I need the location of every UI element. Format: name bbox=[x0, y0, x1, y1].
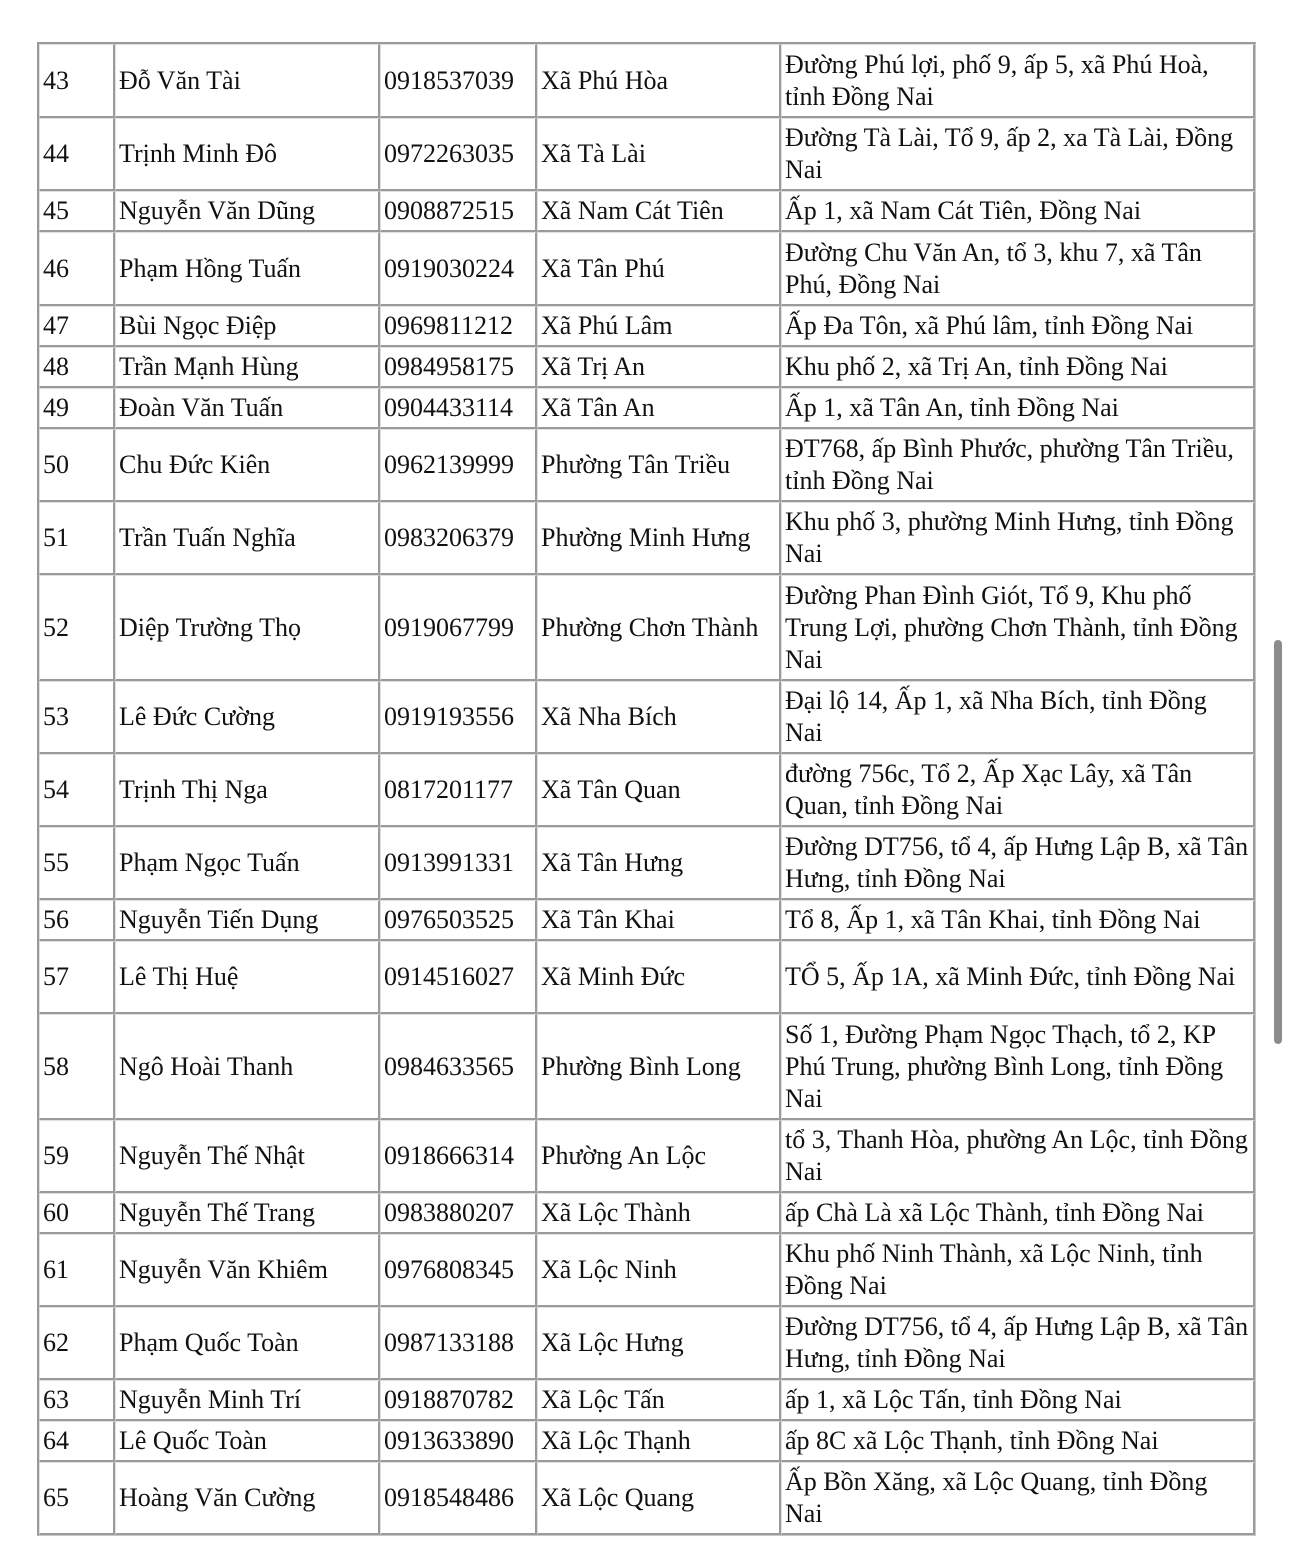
unit-cell: Xã Lộc Thành bbox=[537, 1193, 781, 1234]
address-cell: Khu phố 2, xã Trị An, tỉnh Đồng Nai bbox=[781, 347, 1255, 388]
unit-cell: Phường Minh Hưng bbox=[537, 502, 781, 575]
name-cell: Bùi Ngọc Điệp bbox=[115, 306, 380, 347]
name-cell: Nguyễn Văn Khiêm bbox=[115, 1234, 380, 1307]
row-number-cell: 60 bbox=[39, 1193, 115, 1234]
address-cell: Khu phố 3, phường Minh Hưng, tỉnh Đồng Nai bbox=[781, 502, 1255, 575]
table-row bbox=[39, 1014, 1255, 1120]
unit-cell: Xã Nam Cát Tiên bbox=[537, 191, 781, 232]
unit-cell: Xã Tân Phú bbox=[537, 232, 781, 306]
name-cell: Nguyễn Thế Nhật bbox=[115, 1120, 380, 1193]
row-number-cell: 47 bbox=[39, 306, 115, 347]
table-row bbox=[39, 681, 1255, 754]
name-cell: Trần Tuấn Nghĩa bbox=[115, 502, 380, 575]
unit-cell: Xã Tân An bbox=[537, 388, 781, 429]
address-cell: Đường Phan Đình Giót, Tổ 9, Khu phố Trung Lợi, phường Chơn Thành, tỉnh Đồng Nai bbox=[781, 575, 1255, 681]
phone-cell: 0918870782 bbox=[380, 1380, 537, 1421]
phone-cell: 0919030224 bbox=[380, 232, 537, 306]
name-cell: Hoàng Văn Cường bbox=[115, 1462, 380, 1535]
address-cell: Đường Phú lợi, phố 9, ấp 5, xã Phú Hoà, tỉnh Đồng Nai bbox=[781, 44, 1255, 118]
unit-cell: Xã Lộc Hưng bbox=[537, 1307, 781, 1380]
name-cell: Lê Đức Cường bbox=[115, 681, 380, 754]
table-row bbox=[39, 118, 1255, 191]
phone-cell: 0983206379 bbox=[380, 502, 537, 575]
table-row bbox=[39, 1421, 1255, 1462]
unit-cell: Xã Tân Khai bbox=[537, 900, 781, 941]
phone-cell: 0919067799 bbox=[380, 575, 537, 681]
address-cell: Ấp 1, xã Nam Cát Tiên, Đồng Nai bbox=[781, 191, 1255, 232]
phone-cell: 0962139999 bbox=[380, 429, 537, 502]
unit-cell: Xã Lộc Tấn bbox=[537, 1380, 781, 1421]
name-cell: Ngô Hoài Thanh bbox=[115, 1014, 380, 1120]
name-cell: Chu Đức Kiên bbox=[115, 429, 380, 502]
table-row bbox=[39, 1380, 1255, 1421]
row-number-cell: 62 bbox=[39, 1307, 115, 1380]
unit-cell: Phường Chơn Thành bbox=[537, 575, 781, 681]
phone-cell: 0918548486 bbox=[380, 1462, 537, 1535]
phone-cell: 0984958175 bbox=[380, 347, 537, 388]
phone-cell: 0913991331 bbox=[380, 827, 537, 900]
row-number-cell: 65 bbox=[39, 1462, 115, 1535]
row-number-cell: 45 bbox=[39, 191, 115, 232]
name-cell: Đoàn Văn Tuấn bbox=[115, 388, 380, 429]
unit-cell: Phường Tân Triều bbox=[537, 429, 781, 502]
address-cell: đường 756c, Tổ 2, Ấp Xạc Lây, xã Tân Quan, tỉnh Đồng Nai bbox=[781, 754, 1255, 827]
unit-cell: Xã Tà Lài bbox=[537, 118, 781, 191]
row-number-cell: 59 bbox=[39, 1120, 115, 1193]
row-number-cell: 52 bbox=[39, 575, 115, 681]
table-row bbox=[39, 232, 1255, 306]
row-number-cell: 63 bbox=[39, 1380, 115, 1421]
name-cell: Phạm Ngọc Tuấn bbox=[115, 827, 380, 900]
name-cell: Trịnh Minh Đô bbox=[115, 118, 380, 191]
table-row bbox=[39, 1193, 1255, 1234]
address-cell: Khu phố Ninh Thành, xã Lộc Ninh, tỉnh Đồng Nai bbox=[781, 1234, 1255, 1307]
name-cell: Trần Mạnh Hùng bbox=[115, 347, 380, 388]
address-cell: Đường Tà Lài, Tổ 9, ấp 2, xa Tà Lài, Đồng Nai bbox=[781, 118, 1255, 191]
table-row bbox=[39, 1234, 1255, 1307]
table-row bbox=[39, 388, 1255, 429]
address-cell: ấp 8C xã Lộc Thạnh, tỉnh Đồng Nai bbox=[781, 1421, 1255, 1462]
row-number-cell: 44 bbox=[39, 118, 115, 191]
table-row bbox=[39, 941, 1255, 1014]
table-row bbox=[39, 502, 1255, 575]
address-cell: Đại lộ 14, Ấp 1, xã Nha Bích, tỉnh Đồng Nai bbox=[781, 681, 1255, 754]
table-row bbox=[39, 191, 1255, 232]
phone-cell: 0983880207 bbox=[380, 1193, 537, 1234]
unit-cell: Xã Lộc Thạnh bbox=[537, 1421, 781, 1462]
unit-cell: Xã Tân Quan bbox=[537, 754, 781, 827]
table-row bbox=[39, 1307, 1255, 1380]
row-number-cell: 46 bbox=[39, 232, 115, 306]
table-row bbox=[39, 575, 1255, 681]
address-cell: ấp 1, xã Lộc Tấn, tỉnh Đồng Nai bbox=[781, 1380, 1255, 1421]
row-number-cell: 55 bbox=[39, 827, 115, 900]
address-cell: tổ 3, Thanh Hòa, phường An Lộc, tỉnh Đồng Nai bbox=[781, 1120, 1255, 1193]
table-row bbox=[39, 1462, 1255, 1535]
name-cell: Diệp Trường Thọ bbox=[115, 575, 380, 681]
phone-cell: 0984633565 bbox=[380, 1014, 537, 1120]
phone-cell: 0972263035 bbox=[380, 118, 537, 191]
table-row bbox=[39, 754, 1255, 827]
name-cell: Nguyễn Minh Trí bbox=[115, 1380, 380, 1421]
address-cell: Đường DT756, tổ 4, ấp Hưng Lập B, xã Tân Hưng, tỉnh Đồng Nai bbox=[781, 1307, 1255, 1380]
row-number-cell: 61 bbox=[39, 1234, 115, 1307]
phone-cell: 0914516027 bbox=[380, 941, 537, 1014]
address-cell: Đường DT756, tổ 4, ấp Hưng Lập B, xã Tân Hưng, tỉnh Đồng Nai bbox=[781, 827, 1255, 900]
contact-table bbox=[37, 42, 1256, 1536]
address-cell: Ấp Đa Tôn, xã Phú lâm, tỉnh Đồng Nai bbox=[781, 306, 1255, 347]
phone-cell: 0817201177 bbox=[380, 754, 537, 827]
contact-table-body bbox=[39, 44, 1255, 1535]
address-cell: TỔ 5, Ấp 1A, xã Minh Đức, tỉnh Đồng Nai bbox=[781, 941, 1255, 1014]
phone-cell: 0987133188 bbox=[380, 1307, 537, 1380]
phone-cell: 0976808345 bbox=[380, 1234, 537, 1307]
phone-cell: 0976503525 bbox=[380, 900, 537, 941]
address-cell: Đường Chu Văn An, tổ 3, khu 7, xã Tân Phú, Đồng Nai bbox=[781, 232, 1255, 306]
unit-cell: Xã Minh Đức bbox=[537, 941, 781, 1014]
row-number-cell: 53 bbox=[39, 681, 115, 754]
unit-cell: Phường An Lộc bbox=[537, 1120, 781, 1193]
name-cell: Lê Quốc Toàn bbox=[115, 1421, 380, 1462]
unit-cell: Xã Trị An bbox=[537, 347, 781, 388]
unit-cell: Xã Lộc Ninh bbox=[537, 1234, 781, 1307]
address-cell: ĐT768, ấp Bình Phước, phường Tân Triều, tỉnh Đồng Nai bbox=[781, 429, 1255, 502]
unit-cell: Xã Lộc Quang bbox=[537, 1462, 781, 1535]
row-number-cell: 57 bbox=[39, 941, 115, 1014]
phone-cell: 0918666314 bbox=[380, 1120, 537, 1193]
row-number-cell: 56 bbox=[39, 900, 115, 941]
table-row bbox=[39, 827, 1255, 900]
row-number-cell: 50 bbox=[39, 429, 115, 502]
row-number-cell: 48 bbox=[39, 347, 115, 388]
phone-cell: 0969811212 bbox=[380, 306, 537, 347]
unit-cell: Phường Bình Long bbox=[537, 1014, 781, 1120]
contact-table-container bbox=[37, 42, 1253, 1536]
row-number-cell: 58 bbox=[39, 1014, 115, 1120]
name-cell: Đỗ Văn Tài bbox=[115, 44, 380, 118]
phone-cell: 0908872515 bbox=[380, 191, 537, 232]
name-cell: Nguyễn Tiến Dụng bbox=[115, 900, 380, 941]
name-cell: Trịnh Thị Nga bbox=[115, 754, 380, 827]
phone-cell: 0919193556 bbox=[380, 681, 537, 754]
name-cell: Nguyễn Văn Dũng bbox=[115, 191, 380, 232]
name-cell: Lê Thị Huệ bbox=[115, 941, 380, 1014]
unit-cell: Xã Nha Bích bbox=[537, 681, 781, 754]
table-row bbox=[39, 429, 1255, 502]
name-cell: Phạm Hồng Tuấn bbox=[115, 232, 380, 306]
phone-cell: 0913633890 bbox=[380, 1421, 537, 1462]
row-number-cell: 51 bbox=[39, 502, 115, 575]
address-cell: ấp Chà Là xã Lộc Thành, tỉnh Đồng Nai bbox=[781, 1193, 1255, 1234]
table-row bbox=[39, 44, 1255, 118]
row-number-cell: 64 bbox=[39, 1421, 115, 1462]
name-cell: Nguyễn Thế Trang bbox=[115, 1193, 380, 1234]
table-row bbox=[39, 1120, 1255, 1193]
unit-cell: Xã Phú Lâm bbox=[537, 306, 781, 347]
row-number-cell: 54 bbox=[39, 754, 115, 827]
vertical-scrollbar[interactable] bbox=[1274, 640, 1282, 1044]
table-row bbox=[39, 347, 1255, 388]
table-row bbox=[39, 306, 1255, 347]
address-cell: Số 1, Đường Phạm Ngọc Thạch, tổ 2, KP Phú Trung, phường Bình Long, tỉnh Đồng Nai bbox=[781, 1014, 1255, 1120]
phone-cell: 0918537039 bbox=[380, 44, 537, 118]
address-cell: Ấp Bồn Xăng, xã Lộc Quang, tỉnh Đồng Nai bbox=[781, 1462, 1255, 1535]
table-row bbox=[39, 900, 1255, 941]
address-cell: Tổ 8, Ấp 1, xã Tân Khai, tỉnh Đồng Nai bbox=[781, 900, 1255, 941]
name-cell: Phạm Quốc Toàn bbox=[115, 1307, 380, 1380]
row-number-cell: 43 bbox=[39, 44, 115, 118]
unit-cell: Xã Phú Hòa bbox=[537, 44, 781, 118]
phone-cell: 0904433114 bbox=[380, 388, 537, 429]
row-number-cell: 49 bbox=[39, 388, 115, 429]
unit-cell: Xã Tân Hưng bbox=[537, 827, 781, 900]
address-cell: Ấp 1, xã Tân An, tỉnh Đồng Nai bbox=[781, 388, 1255, 429]
